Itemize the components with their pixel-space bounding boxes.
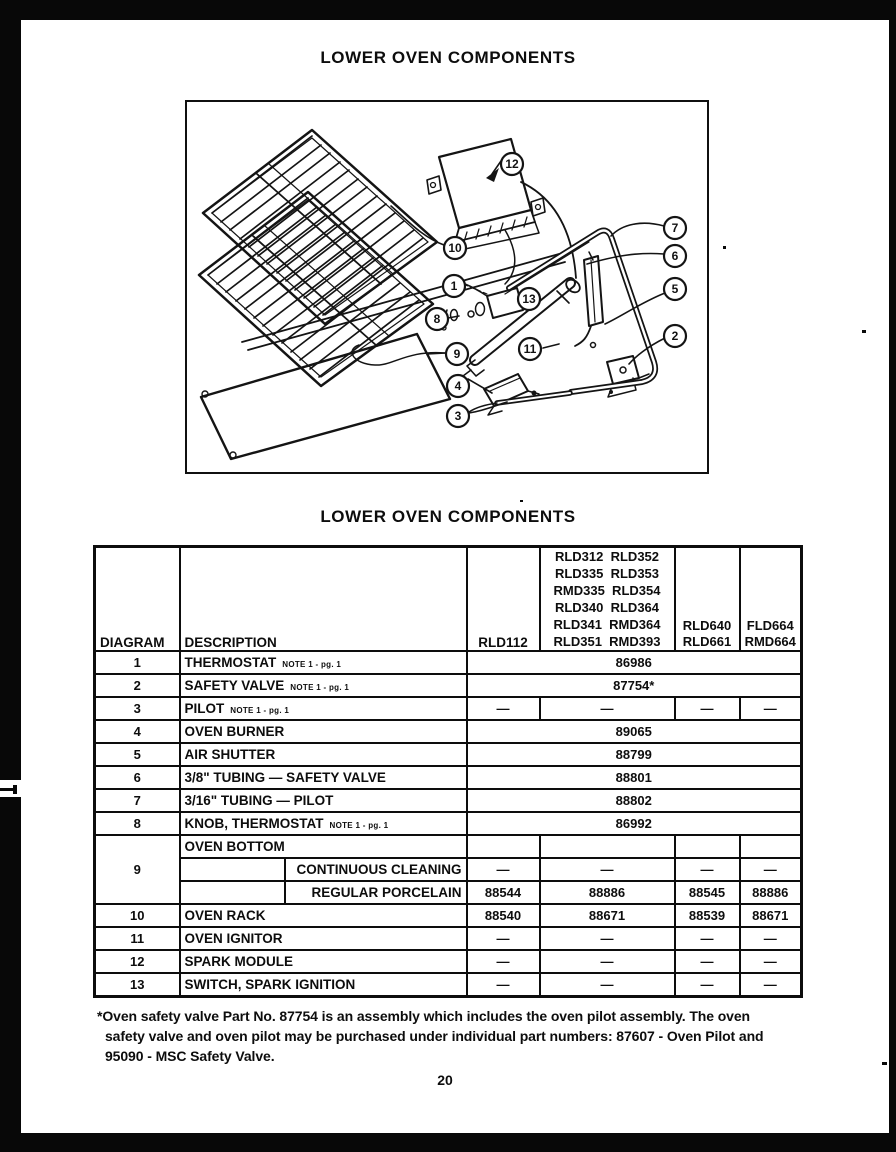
footnote-line: 95090 - MSC Safety Valve. — [105, 1048, 275, 1064]
header-description: DESCRIPTION — [180, 547, 467, 652]
cell-part-number — [467, 835, 540, 858]
note-reference: NOTE 1 - pg. 1 — [230, 706, 290, 715]
scan-border-left — [0, 0, 21, 1152]
scan-border-right — [889, 12, 896, 1140]
header-model-fld664 — [740, 547, 802, 652]
cell-part-number: — — [675, 927, 740, 950]
cell-description — [180, 835, 467, 858]
cell-diagram-number: 10 — [95, 904, 180, 927]
cell-part-number: — — [540, 858, 675, 881]
scan-notch-mark2 — [13, 785, 17, 794]
description-text: PILOT — [184, 701, 225, 716]
scan-speck — [882, 1062, 887, 1065]
description-text: OVEN RACK — [184, 908, 266, 923]
cell-part-number: 88801 — [467, 766, 802, 789]
footnote-line: *Oven safety valve Part No. 87754 is an assembly which includes the oven pilot assembly. The oven — [97, 1008, 750, 1024]
burner-bracket — [484, 374, 539, 415]
table-row — [95, 858, 802, 881]
note-reference: NOTE 1 - pg. 1 — [329, 821, 389, 830]
cell-part-number: — — [467, 973, 540, 996]
svg-text:4: 4 — [454, 379, 462, 393]
callout-3 — [447, 405, 469, 427]
svg-text:11: 11 — [523, 342, 537, 356]
svg-text:2: 2 — [671, 329, 679, 343]
model-line: RLD312 RLD352 — [554, 549, 660, 564]
description-text: KNOB, THERMOSTAT — [184, 816, 324, 831]
cell-part-number: 88802 — [467, 789, 802, 812]
header-model-rld112: RLD112 — [467, 547, 540, 652]
cell-part-number: — — [675, 697, 740, 720]
pilot-assembly — [607, 356, 649, 397]
table-row — [95, 835, 802, 858]
cell-part-number: — — [540, 973, 675, 996]
cell-diagram-number: 5 — [95, 743, 180, 766]
table-row — [95, 973, 802, 996]
cell-description-spacer — [180, 858, 285, 881]
table-row — [95, 950, 802, 973]
scan-border-top — [0, 0, 896, 20]
cell-diagram-number: 3 — [95, 697, 180, 720]
cell-description — [180, 651, 467, 674]
svg-text:6: 6 — [671, 249, 679, 263]
cell-part-number: 88671 — [540, 904, 675, 927]
svg-text:9: 9 — [453, 347, 461, 361]
cell-part-number: 87754* — [467, 674, 802, 697]
description-text: SAFETY VALVE — [184, 678, 285, 693]
description-text: SWITCH, SPARK IGNITION — [184, 976, 356, 992]
cell-part-number: — — [467, 858, 540, 881]
cell-diagram-number: 7 — [95, 789, 180, 812]
cell-part-number: 88671 — [740, 904, 802, 927]
callout-2 — [664, 325, 686, 347]
description-text: AIR SHUTTER — [184, 747, 276, 762]
svg-text:8: 8 — [433, 312, 441, 326]
oven-ignitor — [575, 252, 603, 348]
callout-1 — [443, 275, 465, 297]
cell-diagram-number: 9 — [95, 835, 180, 904]
table-row — [95, 904, 802, 927]
callout-11 — [519, 338, 541, 360]
cell-part-number: — — [740, 697, 802, 720]
header-model-group — [540, 547, 675, 652]
callout-12 — [501, 153, 523, 175]
page-title: LOWER OVEN COMPONENTS — [320, 48, 576, 67]
spark-module — [427, 139, 545, 252]
callout-5 — [664, 278, 686, 300]
table-row — [95, 766, 802, 789]
cell-part-number: — — [675, 950, 740, 973]
cell-description — [180, 766, 467, 789]
cell-part-number: — — [740, 973, 802, 996]
cell-sub-description: REGULAR PORCELAIN — [285, 881, 467, 904]
cell-part-number: — — [467, 927, 540, 950]
callout-8 — [426, 308, 448, 330]
cell-diagram-number: 8 — [95, 812, 180, 835]
model-line: RLD640 — [682, 618, 732, 633]
model-line: RLD335 RLD353 — [554, 566, 660, 581]
model-line: RMD335 RLD354 — [553, 583, 661, 598]
callout-6 — [664, 245, 686, 267]
cell-part-number: 88799 — [467, 743, 802, 766]
cell-diagram-number: 1 — [95, 651, 180, 674]
svg-text:12: 12 — [505, 157, 519, 171]
model-line: RLD661 — [682, 634, 732, 649]
table-title: LOWER OVEN COMPONENTS — [320, 507, 576, 526]
description-text: SPARK MODULE — [184, 954, 294, 969]
description-text: THERMOSTAT — [184, 655, 277, 670]
model-line: RLD340 RLD364 — [554, 600, 660, 615]
cell-part-number: 86992 — [467, 812, 802, 835]
callout-7 — [664, 217, 686, 239]
svg-text:3: 3 — [454, 409, 462, 423]
cell-diagram-number: 12 — [95, 950, 180, 973]
parts-diagram — [185, 100, 709, 474]
cell-part-number — [675, 835, 740, 858]
svg-text:1: 1 — [450, 279, 458, 293]
cell-description — [180, 950, 467, 973]
table-row — [95, 812, 802, 835]
parts-table — [93, 545, 803, 998]
header-model-rld640 — [675, 547, 740, 652]
cell-part-number: — — [675, 858, 740, 881]
table-row — [95, 881, 802, 904]
callout-13 — [518, 288, 540, 310]
cell-sub-description: CONTINUOUS CLEANING — [285, 858, 467, 881]
cell-description — [180, 789, 467, 812]
note-reference: NOTE 1 - pg. 1 — [290, 683, 350, 692]
footnote — [97, 1006, 809, 1066]
cell-part-number: 88539 — [675, 904, 740, 927]
cell-part-number: 88544 — [467, 881, 540, 904]
scan-border-bottom — [0, 1133, 896, 1152]
note-reference: NOTE 1 - pg. 1 — [282, 660, 342, 669]
cell-part-number: 89065 — [467, 720, 802, 743]
page-number: 20 — [437, 1072, 453, 1088]
cell-part-number: — — [675, 973, 740, 996]
callout-9 — [446, 343, 468, 365]
svg-text:5: 5 — [671, 282, 679, 296]
cell-description — [180, 743, 467, 766]
cell-part-number: — — [740, 858, 802, 881]
cell-part-number: — — [540, 927, 675, 950]
model-line: RMD664 — [744, 634, 796, 649]
cell-diagram-number: 6 — [95, 766, 180, 789]
model-line: FLD664 — [746, 618, 794, 633]
scan-speck — [723, 246, 726, 249]
cell-description — [180, 674, 467, 697]
cell-part-number: — — [740, 927, 802, 950]
description-text: OVEN BOTTOM — [184, 839, 285, 854]
cell-part-number: 88545 — [675, 881, 740, 904]
svg-text:7: 7 — [671, 221, 679, 235]
table-row — [95, 789, 802, 812]
description-text: 3/16" TUBING — PILOT — [184, 793, 334, 808]
cell-part-number: 88886 — [540, 881, 675, 904]
cell-description-spacer — [180, 881, 285, 904]
cell-part-number: — — [540, 697, 675, 720]
description-text: 3/8" TUBING — SAFETY VALVE — [184, 770, 386, 785]
cell-part-number: — — [540, 950, 675, 973]
svg-text:13: 13 — [522, 292, 536, 306]
description-text: OVEN BURNER — [184, 724, 285, 739]
cell-description — [180, 973, 467, 996]
cell-description — [180, 697, 467, 720]
scan-speck — [862, 330, 866, 333]
header-diagram: DIAGRAM — [95, 547, 180, 652]
cell-part-number: 88886 — [740, 881, 802, 904]
cell-part-number: — — [467, 950, 540, 973]
svg-text:10: 10 — [448, 241, 462, 255]
cell-diagram-number: 13 — [95, 973, 180, 996]
cell-part-number: — — [740, 950, 802, 973]
callout-10 — [444, 237, 466, 259]
callout-4 — [447, 375, 469, 397]
cell-part-number: 88540 — [467, 904, 540, 927]
table-row — [95, 743, 802, 766]
cell-diagram-number: 4 — [95, 720, 180, 743]
oven-bottom-panel — [201, 334, 450, 459]
table-row — [95, 697, 802, 720]
cell-part-number: — — [467, 697, 540, 720]
table-row — [95, 651, 802, 674]
cell-part-number: 86986 — [467, 651, 802, 674]
description-text: OVEN IGNITOR — [184, 931, 283, 946]
table-row — [95, 674, 802, 697]
exploded-view-drawing — [187, 102, 707, 472]
cell-diagram-number: 11 — [95, 927, 180, 950]
cell-description — [180, 720, 467, 743]
cell-description — [180, 927, 467, 950]
cell-part-number — [740, 835, 802, 858]
table-header-row — [95, 547, 802, 652]
cell-description — [180, 812, 467, 835]
table-row — [95, 720, 802, 743]
model-line: RLD341 RMD364 — [553, 617, 661, 632]
table-row — [95, 927, 802, 950]
model-line: RLD351 RMD393 — [553, 634, 661, 649]
scan-speck — [520, 500, 523, 502]
oven-burner-tube — [449, 277, 583, 387]
footnote-line: safety valve and oven pilot may be purchased under individual part numbers: 87607 - Oven Pilot and — [105, 1028, 764, 1044]
cell-description — [180, 904, 467, 927]
cell-part-number — [540, 835, 675, 858]
cell-diagram-number: 2 — [95, 674, 180, 697]
